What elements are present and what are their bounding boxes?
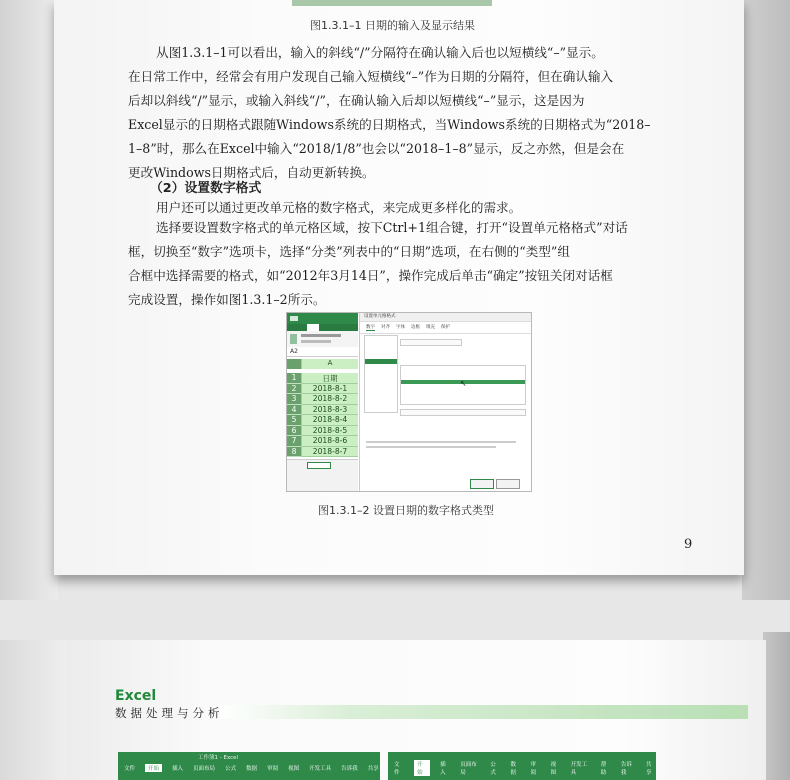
menu-review[interactable]: 审阅 — [530, 762, 537, 776]
row-number[interactable]: 7 — [287, 436, 301, 447]
paragraph-2-line: 用户还可以通过更改单元格的数字格式，来完成更多样化的需求。 — [156, 200, 522, 215]
paragraph-3 — [128, 216, 694, 312]
row-number[interactable]: 6 — [287, 426, 301, 437]
format-buttons[interactable] — [301, 340, 331, 343]
paragraph-1-line: Excel显示的日期格式跟随Windows系统的日期格式，当Windows系统的日期格式为“2018– — [128, 117, 651, 132]
cell-value[interactable]: 2018-8-7 — [301, 447, 358, 458]
name-box[interactable]: A2 — [287, 347, 358, 357]
menu-page-layout[interactable]: 页面布局 — [193, 766, 216, 772]
figure-1-caption: 图1.3.1–1 日期的输入及显示结果 — [310, 19, 475, 32]
tab-border[interactable]: 边框 — [411, 325, 420, 330]
cell-value[interactable]: 2018-8-1 — [301, 384, 358, 395]
ribbon-tools — [287, 331, 358, 347]
previous-figure-strip — [292, 0, 492, 6]
mouse-cursor-icon: ↖ — [460, 379, 467, 388]
sample-box — [400, 339, 462, 346]
excel-ribbon — [287, 313, 358, 347]
menu-share[interactable]: 共享 — [645, 762, 652, 776]
menu-help[interactable]: 帮助 — [600, 762, 607, 776]
paragraph-1-line: 从图1.3.1–1可以看出，输入的斜线“/”分隔符在确认输入后也以短横线“–”显示。 — [156, 45, 604, 60]
tab-protection[interactable]: 保护 — [441, 325, 450, 330]
column-header-row — [287, 359, 358, 369]
row-number[interactable]: 4 — [287, 405, 301, 416]
section-heading: （2）设置数字格式 — [150, 181, 262, 196]
bottom-page-left-edge — [0, 640, 66, 780]
header-green-bar — [220, 705, 748, 719]
cell-value[interactable]: 2018-8-3 — [301, 405, 358, 416]
menu-share[interactable]: 共享 — [367, 766, 379, 772]
window-title: 工作簿1 - Excel — [198, 755, 239, 761]
home-tab[interactable] — [307, 324, 319, 331]
tab-fill[interactable]: 填充 — [426, 325, 435, 330]
format-cells-screenshot — [286, 312, 532, 492]
table-row — [287, 394, 358, 405]
row-number[interactable]: 3 — [287, 394, 301, 405]
dialog-title: 设置单元格格式 — [360, 313, 532, 322]
description-text — [366, 446, 496, 448]
table-row — [287, 415, 358, 426]
menu-home[interactable]: 开始 — [145, 764, 162, 772]
paragraph-1 — [128, 41, 694, 185]
row-number[interactable]: 5 — [287, 415, 301, 426]
cell-value[interactable]: 2018-8-5 — [301, 426, 358, 437]
menu-tell-me[interactable]: 告诉我 — [341, 766, 358, 772]
tab-alignment[interactable]: 对齐 — [381, 325, 390, 330]
menu-review[interactable]: 审阅 — [267, 766, 279, 772]
row-number[interactable]: 1 — [287, 373, 301, 384]
menu-formulas[interactable]: 公式 — [490, 762, 496, 776]
select-all-corner[interactable] — [287, 359, 301, 369]
menu-file[interactable]: 文件 — [124, 766, 136, 772]
column-header-a[interactable]: A — [301, 359, 358, 369]
format-cells-dialog — [359, 313, 532, 491]
cell-value[interactable]: 日期 — [301, 373, 358, 384]
paragraph-1-line: 更改Windows日期格式后，自动更新转换。 — [128, 165, 375, 180]
book-left-edge — [0, 0, 58, 600]
category-list[interactable] — [364, 335, 398, 413]
locale-dropdown[interactable] — [400, 409, 526, 416]
paragraph-3-line: 选择要设置数字格式的单元格区域，按下Ctrl+1组合键，打开“设置单元格格式”对话 — [156, 220, 628, 235]
ok-button[interactable] — [470, 479, 494, 489]
menu-insert[interactable]: 插入 — [440, 762, 446, 776]
sheet-tab-area — [287, 459, 358, 492]
tab-number[interactable]: 数字 — [366, 325, 375, 330]
row-number[interactable]: 2 — [287, 384, 301, 395]
brand-subtitle: 数据处理与分析 — [115, 706, 224, 720]
table-row — [287, 373, 358, 384]
cell-value[interactable]: 2018-8-2 — [301, 394, 358, 405]
menu-page-layout[interactable]: 页面布局 — [460, 762, 477, 776]
dialog-tabs — [360, 322, 532, 334]
cells-area — [287, 373, 358, 457]
cancel-button[interactable] — [496, 479, 520, 489]
tab-font[interactable]: 字体 — [396, 325, 405, 330]
excel-window-left — [118, 752, 380, 780]
table-row — [287, 426, 358, 437]
menu-formulas[interactable]: 公式 — [225, 766, 237, 772]
menu-view[interactable]: 视图 — [288, 766, 300, 772]
menu-view[interactable]: 视图 — [550, 762, 557, 776]
menu-developer[interactable]: 开发工具 — [309, 766, 332, 772]
paragraph-1-line: 后却以斜线“/”显示，或输入斜线“/”，在确认输入后却以短横线“–”显示，这是因为 — [128, 93, 585, 108]
cell-value[interactable]: 2018-8-4 — [301, 415, 358, 426]
paragraph-3-line: 合框中选择需要的格式，如“2012年3月14日”，操作完成后单击“确定”按钮关闭对话框 — [128, 268, 613, 283]
ribbon-tab-row — [287, 324, 358, 331]
save-icon — [290, 316, 298, 321]
right-menu-bar — [394, 762, 656, 774]
menu-data[interactable]: 数据 — [246, 766, 258, 772]
figure-2-caption: 图1.3.1–2 设置日期的数字格式类型 — [318, 504, 494, 517]
paragraph-1-line: 1–8”时，那么在Excel中输入“2018/1/8”也会以“2018–1–8”显示，反之亦然，但是会在 — [128, 141, 625, 156]
bottom-page-right-edge — [763, 632, 790, 780]
brand-logo: Excel — [115, 688, 157, 704]
table-row — [287, 405, 358, 416]
menu-home[interactable]: 开始 — [414, 760, 430, 776]
paragraph-3-line: 框，切换至“数字”选项卡，选择“分类”列表中的“日期”选项，在右侧的“类型”组 — [128, 244, 570, 259]
paragraph-3-line: 完成设置，操作如图1.3.1–2所示。 — [128, 292, 326, 307]
table-row — [287, 447, 358, 458]
menu-developer[interactable]: 开发工具 — [570, 762, 588, 776]
paste-icon[interactable] — [290, 334, 297, 344]
menu-file[interactable]: 文件 — [394, 762, 400, 776]
book-right-edge — [742, 0, 790, 600]
font-box[interactable] — [301, 334, 341, 337]
left-menu-bar — [124, 762, 379, 774]
row-number[interactable]: 8 — [287, 447, 301, 458]
cell-value[interactable]: 2018-8-6 — [301, 436, 358, 447]
sheet-tab[interactable] — [307, 462, 331, 469]
menu-tell-me[interactable]: 告诉我 — [620, 762, 632, 776]
menu-insert[interactable]: 插入 — [172, 766, 184, 772]
menu-data[interactable]: 数据 — [510, 762, 516, 776]
paragraph-1-line: 在日常工作中，经常会有用户发现自己输入短横线“–”作为日期的分隔符，但在确认输入 — [128, 69, 614, 84]
excel-window-right — [388, 752, 656, 780]
table-row — [287, 436, 358, 447]
description-text — [366, 441, 516, 443]
table-row — [287, 384, 358, 395]
page-number: 9 — [684, 537, 693, 552]
